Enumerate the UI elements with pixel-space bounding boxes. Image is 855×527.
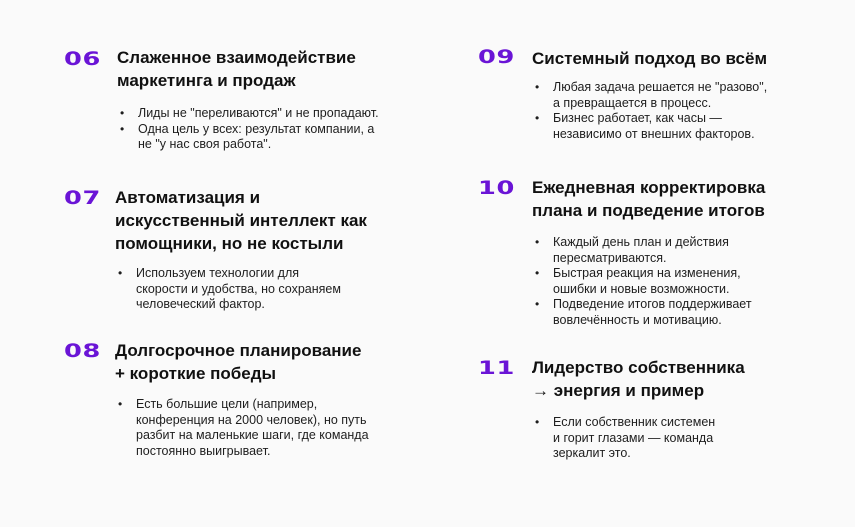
bullet-list [117, 106, 379, 153]
section-title: Слаженное взаимодействие маркетинга и продаж [117, 48, 356, 90]
bullet-list [532, 235, 752, 329]
bullet-item: • Быстрая реакция на изменения, ошибки и новые возможности. [532, 266, 752, 297]
section-number: 06 [64, 48, 102, 70]
bullet-list [532, 415, 715, 462]
section-number: 09 [478, 46, 516, 68]
bullet-item: • Любая задача решается не "разово", а превращается в процесс. [532, 80, 767, 111]
section-number: 08 [64, 340, 102, 362]
section-number: 11 [478, 357, 516, 379]
bullet-list [115, 397, 369, 459]
section-number: 07 [64, 187, 102, 209]
bullet-item: • Каждый день план и действия пересматриваются. [532, 235, 752, 266]
bullet-item: • Если собственник системен и горит глазами — команда зеркалит это. [532, 415, 715, 462]
bullet-item: • Одна цель у всех: результат компании, а не "у нас своя работа". [117, 122, 379, 153]
bullet-item: • Используем технологии для скорости и удобства, но сохраняем человеческий фактор. [115, 266, 341, 313]
bullet-item: • Бизнес работает, как часы — независимо от внешних факторов. [532, 111, 767, 142]
bullet-item: • Есть большие цели (например, конференция на 2000 человек), но путь разбит на маленькие шаги, где команда постоянно выигрывает. [115, 397, 369, 459]
bullet-list [532, 80, 767, 142]
bullet-item: • Подведение итогов поддерживает вовлечённость и мотивацию. [532, 297, 752, 328]
bullet-item: • Лиды не "переливаются" и не пропадают. [117, 106, 379, 122]
bullet-list [115, 266, 341, 313]
section-title: Долгосрочное планирование + короткие победы [115, 341, 362, 383]
section-number: 10 [478, 177, 516, 199]
section-title: Лидерство собственника → энергия и пример [532, 358, 745, 400]
section-title: Системный подход во всём [532, 49, 768, 68]
section-title: Ежедневная корректировка плана и подведение итогов [532, 178, 766, 220]
section-title: Автоматизация и искусственный интеллект как помощники, но не костыли [115, 188, 367, 253]
